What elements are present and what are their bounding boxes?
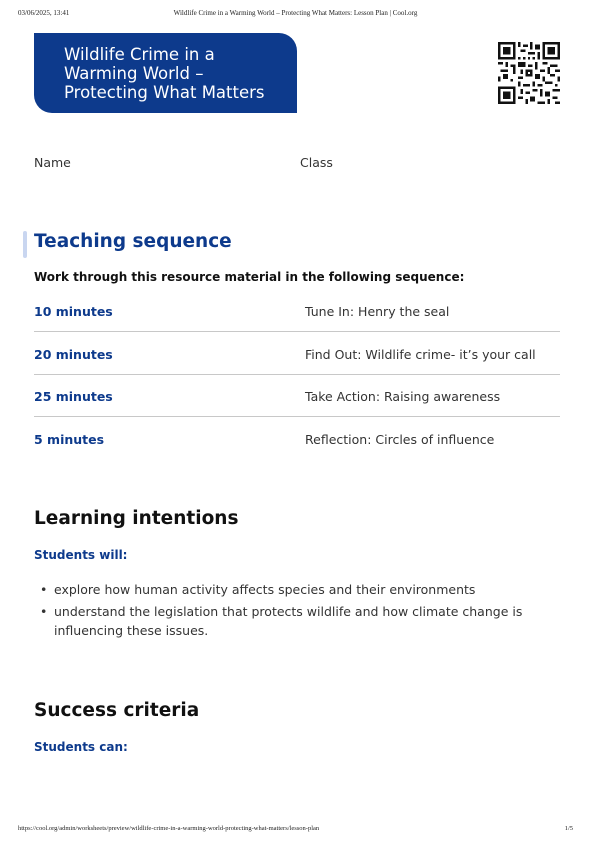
sequence-activity: Reflection: Circles of influence [305,432,495,447]
bullet-dot: • [40,582,48,597]
bullet-dot: • [40,604,48,619]
print-url: https://cool.org/admin/worksheets/preview/wildlife-crime-in-a-warming-world-protecting-what-matters/lesson-plan [18,825,320,832]
class-field-label: Class [300,155,333,170]
sequence-activity: Find Out: Wildlife crime- it’s your call [305,347,536,362]
print-date: 03/06/2025, 13:41 [18,9,70,17]
sequence-row [34,347,560,389]
sequence-duration: 20 minutes [34,347,113,362]
teaching-sequence-heading: Teaching sequence [34,231,232,252]
list-item [40,580,540,599]
section-accent-bar [23,231,27,258]
lesson-title-line-2: Warming World – [64,64,204,83]
lesson-title-line-3: Protecting What Matters [64,83,265,102]
row-divider [34,416,560,417]
page-number: 1/5 [564,825,573,832]
sequence-activity: Tune In: Henry the seal [305,304,450,319]
list-item [40,602,540,640]
row-divider [34,374,560,375]
success-criteria-subheading: Students can: [34,740,128,754]
list-item-text: understand the legislation that protects wildlife and how climate change is influencing these issues. [54,604,523,638]
row-divider [34,331,560,332]
name-field-label: Name [34,155,71,170]
sequence-row [34,304,560,346]
list-item-text: explore how human activity affects species and their environments [54,582,476,597]
learning-intentions-subheading: Students will: [34,548,128,562]
teaching-sequence-intro: Work through this resource material in the following sequence: [34,270,465,284]
lesson-title-banner [34,33,297,113]
learning-intentions-list [40,580,540,643]
qr-code-icon [498,42,560,104]
print-title: Wildlife Crime in a Warming World – Protecting What Matters: Lesson Plan | Cool.org [173,9,418,17]
sequence-row [34,432,560,474]
lesson-title-line-1: Wildlife Crime in a [64,45,215,64]
success-criteria-heading: Success criteria [34,700,200,721]
sequence-activity: Take Action: Raising awareness [305,389,501,404]
sequence-duration: 5 minutes [34,432,105,447]
sequence-duration: 10 minutes [34,304,113,319]
sequence-row [34,389,560,431]
sequence-duration: 25 minutes [34,389,113,404]
learning-intentions-heading: Learning intentions [34,508,239,529]
